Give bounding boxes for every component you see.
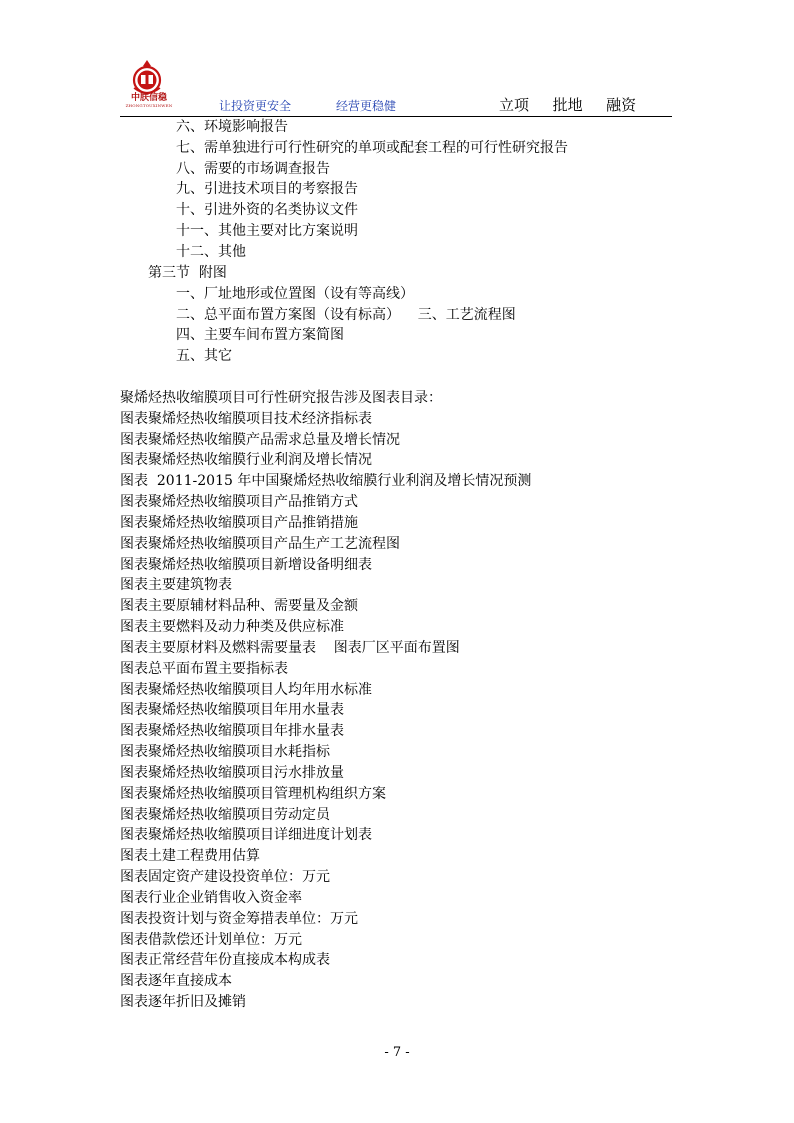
chart-list-item: 图表聚烯烃热收缩膜项目技术经济指标表: [120, 411, 372, 427]
list-item: 十、引进外资的名类协议文件: [176, 202, 358, 218]
chart-list-item: 图表聚烯烃热收缩膜项目管理机构组织方案: [120, 786, 386, 802]
chart-list-item: 图表主要原材料及燃料需要量表 图表厂区平面布置图: [120, 640, 460, 656]
chart-list-title: 聚烯烃热收缩膜项目可行性研究报告涉及图表目录：: [120, 390, 442, 406]
chart-list-item: 图表投资计划与资金筹措表单位：万元: [120, 911, 358, 927]
chart-list-item: 图表聚烯烃热收缩膜项目年用水量表: [120, 702, 344, 718]
chart-list-item: 图表聚烯烃热收缩膜项目年排水量表: [120, 723, 344, 739]
chart-list-item: 图表聚烯烃热收缩膜行业利润及增长情况: [120, 452, 372, 468]
list-item: 九、引进技术项目的考察报告: [176, 181, 358, 197]
list-item: 五、其它: [176, 348, 232, 364]
chart-list-item: 图表聚烯烃热收缩膜项目污水排放量: [120, 765, 344, 781]
chart-list-item: 图表正常经营年份直接成本构成表: [120, 952, 330, 968]
chart-list-item: 图表聚烯烃热收缩膜项目产品推销方式: [120, 494, 358, 510]
logo-subtext: ZHONGTOUXINWEN: [125, 103, 173, 108]
list-item: 八、需要的市场调查报告: [176, 161, 330, 177]
chart-list-item: 图表聚烯烃热收缩膜项目产品推销措施: [120, 515, 358, 531]
section-heading: 第三节 附图: [148, 265, 227, 281]
slogan-left: 让投资更安全: [219, 99, 292, 113]
chart-list-item: 图表借款偿还计划单位：万元: [120, 932, 302, 948]
header-tags: [499, 94, 636, 115]
chart-list-item: 图表聚烯烃热收缩膜项目新增设备明细表: [120, 557, 372, 573]
chart-list-item: 图表聚烯烃热收缩膜项目水耗指标: [120, 744, 330, 760]
chart-list-item: 图表主要原辅材料品种、需要量及金额: [120, 598, 358, 614]
chart-list-item: 图表聚烯烃热收缩膜项目产品生产工艺流程图: [120, 536, 400, 552]
chart-list-item: 图表逐年折旧及摊销: [120, 994, 246, 1010]
chart-list-item: 图表聚烯烃热收缩膜项目人均年用水标准: [120, 682, 372, 698]
list-item: 二、总平面布置方案图（设有标高） 三、工艺流程图: [176, 307, 516, 323]
chart-list-item: 图表主要建筑物表: [120, 577, 232, 593]
chart-list-item: 图表主要燃料及动力种类及供应标准: [120, 619, 344, 635]
list-item: 十二、其他: [176, 244, 246, 260]
chart-list-item: 图表固定资产建设投资单位：万元: [120, 869, 330, 885]
list-item: 七、需单独进行可行性研究的单项或配套工程的可行性研究报告: [176, 140, 568, 156]
tag-land: 批地: [552, 96, 583, 114]
list-item: 一、厂址地形或位置图（设有等高线）: [176, 286, 414, 302]
chart-list-item: 图表聚烯烃热收缩膜项目详细进度计划表: [120, 827, 372, 843]
list-item: 四、主要车间布置方案简图: [176, 327, 344, 343]
page-header: [0, 0, 794, 118]
chart-list-item: 图表逐年直接成本: [120, 973, 232, 989]
page-number: - 7 -: [384, 1045, 410, 1060]
chart-list-item: 图表行业企业销售收入资金率: [120, 890, 302, 906]
list-item: 十一、其他主要对比方案说明: [176, 223, 358, 239]
chart-list-item: 图表土建工程费用估算: [120, 848, 260, 864]
logo-text: 中朕信稳: [130, 93, 167, 103]
slogan-right: 经营更稳健: [336, 99, 397, 113]
chart-list-item: 图表聚烯烃热收缩膜产品需求总量及增长情况: [120, 432, 400, 448]
tag-finance: 融资: [606, 96, 637, 114]
chart-list-item: 图表 2011-2015 年中国聚烯烃热收缩膜行业利润及增长情况预测: [120, 473, 532, 489]
chart-list-item: 图表总平面布置主要指标表: [120, 661, 288, 677]
tag-approval: 立项: [499, 96, 530, 114]
list-item: 六、环境影响报告: [176, 119, 288, 135]
chart-list-item: 图表聚烯烃热收缩膜项目劳动定员: [120, 807, 330, 823]
